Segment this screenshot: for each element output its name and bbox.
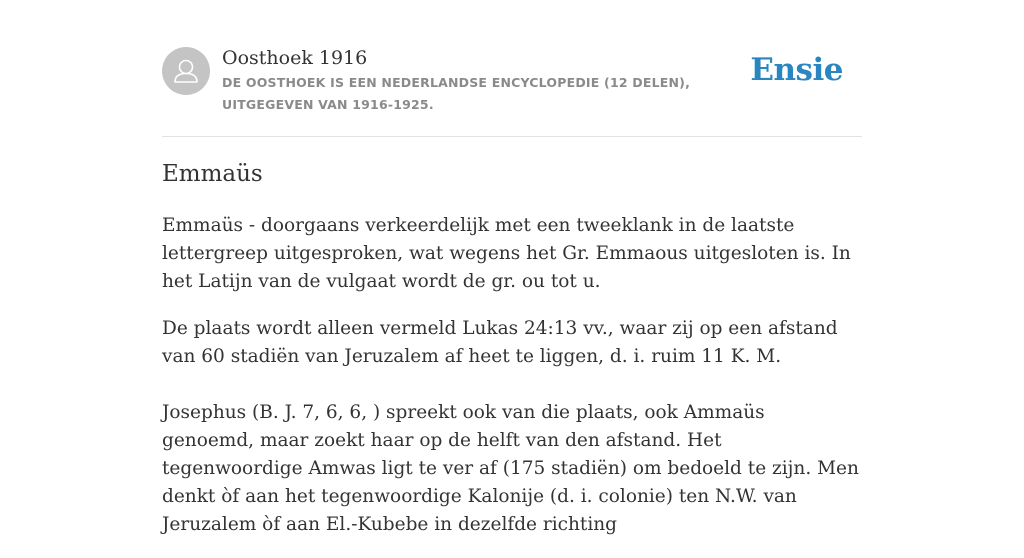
article-title: Emmaüs — [162, 161, 263, 187]
source-description: DE OOSTHOEK IS EEN NEDERLANDSE ENCYCLOPEDIE (12 DELEN), UITGEGEVEN VAN 1916-1925. — [222, 75, 691, 112]
article-paragraph: De plaats wordt alleen vermeld Lukas 24:13 vv., waar zij op een afstand van 60 stadiën van Jeruzalem af heet te liggen, d. i. ruim 11 K. M. — [162, 318, 838, 367]
brand-logo[interactable]: Ensie — [750, 52, 843, 88]
user-icon — [162, 47, 210, 95]
article-body — [162, 212, 862, 558]
article-paragraph: Josephus (B. J. 7, 6, 6, ) spreekt ook van die plaats, ook Ammaüs genoemd, maar zoekt haar op de helft van den afstand. Het tegenwoordige Amwas ligt te ver af (175 stadiën) om bedoeld te zijn. Men denkt òf aan het tegenwoordige Kalonije (d. i. colonie) ten N.W. van Jeruzalem òf aan El.-Kubebe in dezelfde richting — [162, 402, 859, 535]
article-paragraph: Emmaüs - doorgaans verkeerdelijk met een tweeklank in de laatste lettergreep uitgesproken, wat wegens het Gr. Emmaous uitgesloten is. In het Latijn van de vulgaat wordt de gr. ou tot u. — [162, 215, 851, 292]
source-header — [162, 44, 862, 137]
avatar[interactable] — [162, 47, 210, 95]
source-name[interactable]: Oosthoek 1916 — [222, 47, 368, 69]
